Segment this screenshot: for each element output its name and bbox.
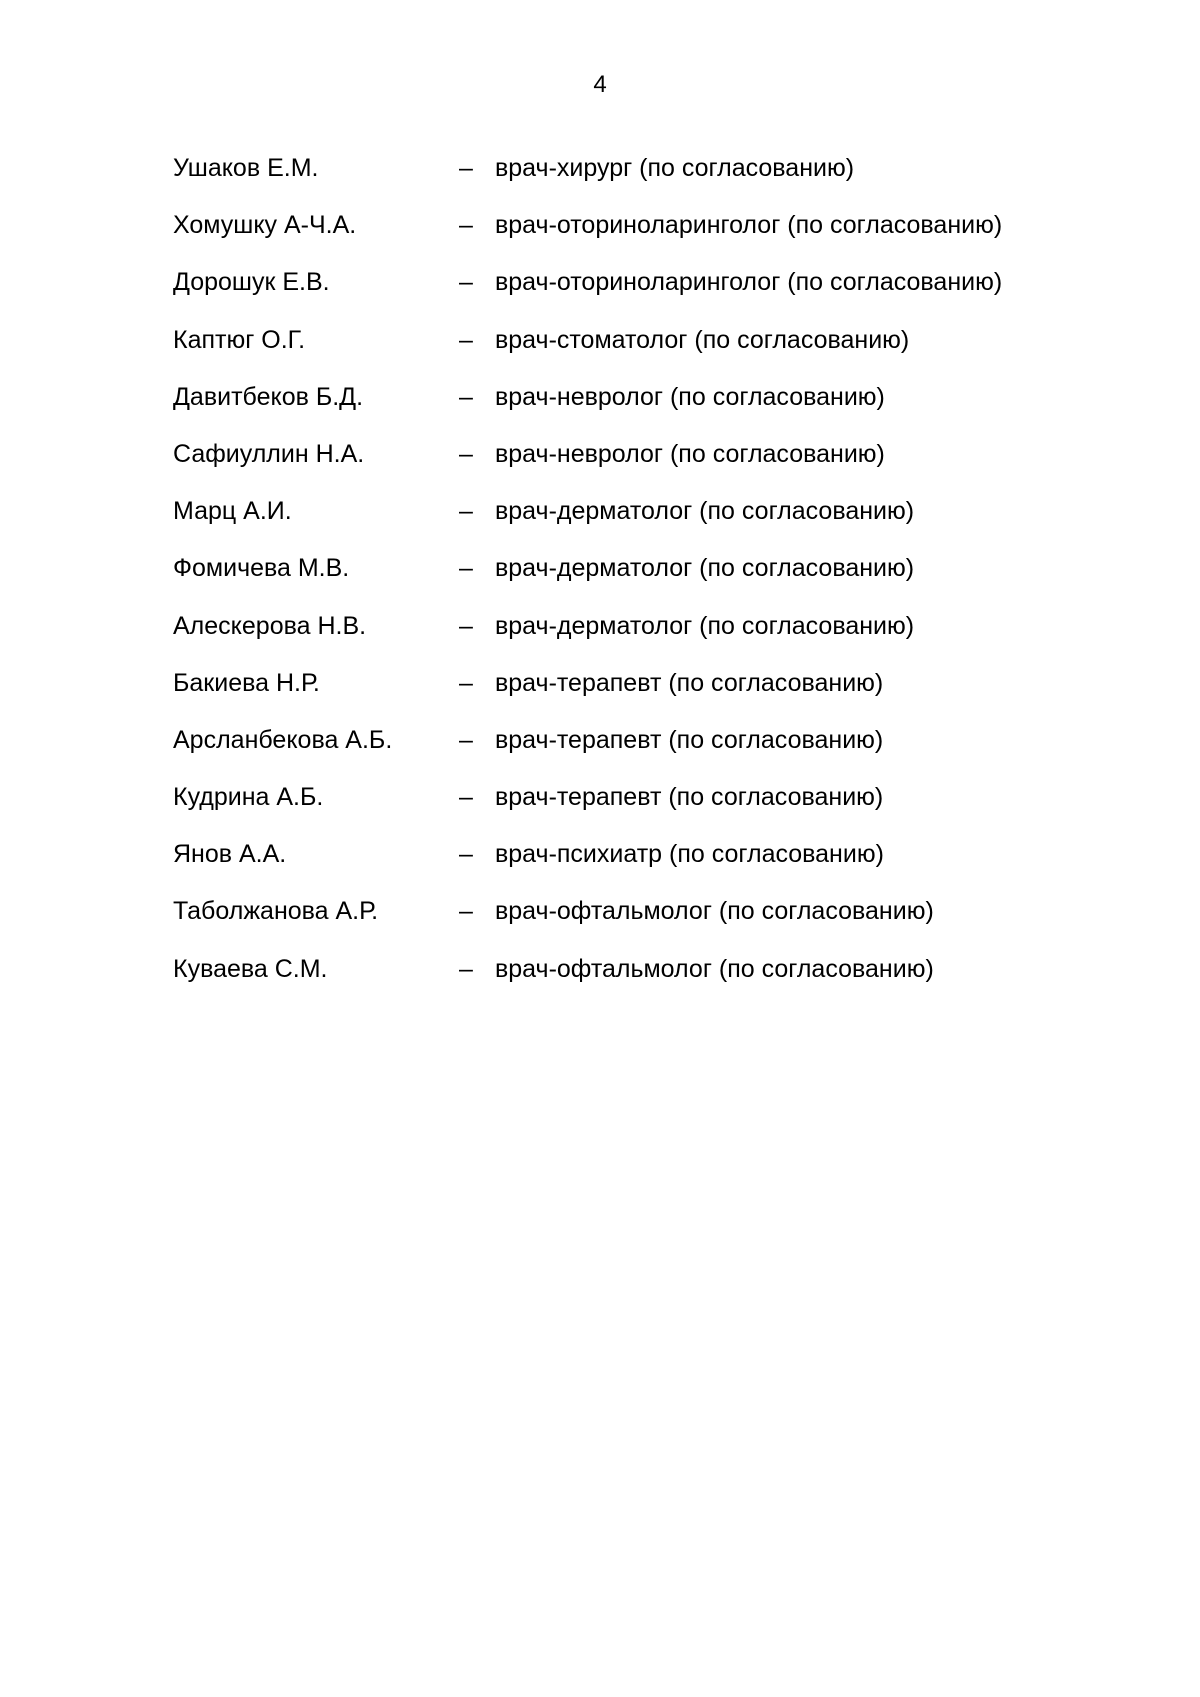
member-role: врач-дерматолог (по согласованию): [495, 611, 915, 640]
roster-row: [0, 608, 1200, 665]
separator-dash: –: [459, 783, 473, 812]
member-role: врач-офтальмолог (по согласованию): [495, 954, 934, 983]
member-name: Бакиева Н.Р.: [173, 668, 320, 697]
member-role: врач-терапевт (по согласованию): [495, 668, 884, 697]
separator-dash: –: [459, 554, 473, 583]
roster-row: [0, 550, 1200, 607]
member-role: врач-невролог (по согласованию): [495, 439, 885, 468]
separator-dash: –: [459, 268, 473, 297]
member-role: врач-дерматолог (по согласованию): [495, 497, 915, 526]
member-role: врач-невролог (по согласованию): [495, 382, 885, 411]
member-name: Ушаков Е.М.: [173, 154, 319, 182]
separator-dash: –: [459, 211, 473, 240]
member-name: Кудрина А.Б.: [173, 783, 324, 812]
member-name: Янов А.А.: [173, 840, 287, 869]
roster-row: [0, 322, 1200, 379]
member-name: Куваева С.М.: [173, 954, 328, 983]
roster-row: [0, 779, 1200, 836]
member-role: врач-терапевт (по согласованию): [495, 783, 884, 812]
separator-dash: –: [459, 611, 473, 640]
member-name: Давитбеков Б.Д.: [173, 382, 364, 411]
roster-row: [0, 893, 1200, 950]
member-role: врач-психиатр (по согласованию): [495, 840, 884, 869]
member-name: Алескерова Н.В.: [173, 611, 367, 640]
separator-dash: –: [459, 382, 473, 411]
member-name: Хомушку А-Ч.А.: [173, 211, 357, 240]
roster-row: [0, 951, 1200, 1008]
member-name: Каптюг О.Г.: [173, 325, 306, 354]
member-name: Таболжанова А.Р.: [173, 897, 379, 926]
member-role: врач-оториноларинголог (по согласованию): [495, 268, 1003, 297]
separator-dash: –: [459, 668, 473, 697]
member-role: врач-терапевт (по согласованию): [495, 725, 884, 754]
roster-row: [0, 665, 1200, 722]
roster-row: [0, 264, 1200, 321]
member-role: врач-офтальмолог (по согласованию): [495, 897, 934, 926]
member-name: Арсланбекова А.Б.: [173, 725, 393, 754]
roster-row: [0, 207, 1200, 264]
member-role: врач-хирург (по согласованию): [495, 154, 855, 182]
member-role: врач-дерматолог (по согласованию): [495, 554, 915, 583]
separator-dash: –: [459, 954, 473, 983]
member-name: Марц А.И.: [173, 497, 292, 526]
separator-dash: –: [459, 897, 473, 926]
separator-dash: –: [459, 840, 473, 869]
roster-row: [0, 836, 1200, 893]
roster-row: [0, 722, 1200, 779]
roster-row: [0, 379, 1200, 436]
member-role: врач-стоматолог (по согласованию): [495, 325, 910, 354]
roster-row: [0, 436, 1200, 493]
member-name: Сафиуллин Н.А.: [173, 439, 365, 468]
member-name: Дорошук Е.В.: [173, 268, 330, 297]
separator-dash: –: [459, 725, 473, 754]
staff-roster: [0, 150, 1200, 1008]
page-number: 4: [593, 71, 607, 98]
roster-row: [0, 150, 1200, 207]
separator-dash: –: [459, 325, 473, 354]
separator-dash: –: [459, 497, 473, 526]
member-name: Фомичева М.В.: [173, 554, 350, 583]
separator-dash: –: [459, 439, 473, 468]
separator-dash: –: [459, 154, 473, 182]
roster-row: [0, 493, 1200, 550]
member-role: врач-оториноларинголог (по согласованию): [495, 211, 1003, 240]
